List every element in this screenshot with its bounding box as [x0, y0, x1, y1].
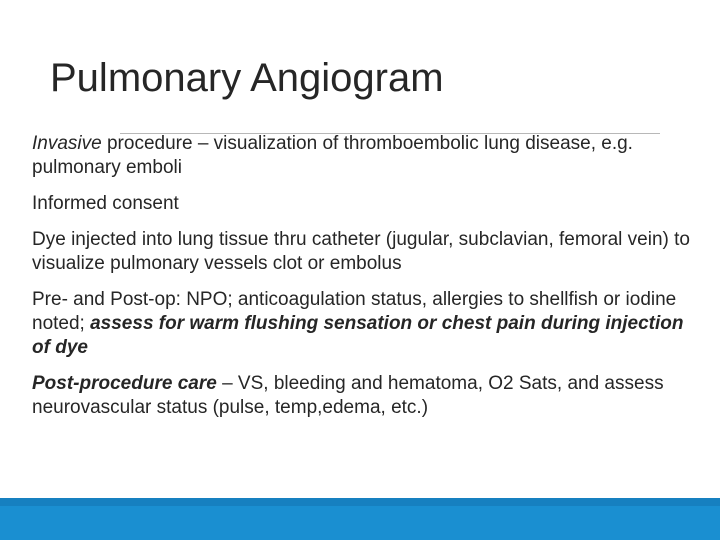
- preop-text: Pre- and Post-op: NPO; anticoagulation status, allergies to shellfish or iodine noted;: [32, 289, 677, 334]
- invasive-term: Invasive: [32, 133, 102, 154]
- footer-accent-bar: [0, 498, 720, 540]
- paragraph-invasive: [32, 132, 702, 180]
- postcare-term: Post-procedure care: [32, 373, 217, 394]
- slide-body: [32, 132, 702, 432]
- consent-text: Informed consent: [32, 193, 179, 214]
- paragraph-consent: [32, 192, 702, 216]
- postcare-text: – VS, bleeding and hematoma, O2 Sats, and assess neurovascular status (pulse, temp,edema, etc.): [32, 373, 664, 418]
- preop-emphasis: assess for warm flushing sensation or chest pain during injection of dye: [32, 313, 684, 358]
- dye-text: Dye injected into lung tissue thru catheter (jugular, subclavian, femoral vein) to visualize pulmonary vessels clot or embolus: [32, 229, 690, 274]
- invasive-text: procedure – visualization of thromboembolic lung disease, e.g. pulmonary emboli: [32, 133, 633, 178]
- paragraph-preop: [32, 288, 702, 360]
- slide-title: Pulmonary Angiogram: [50, 56, 444, 100]
- paragraph-postcare: [32, 372, 702, 420]
- footer-accent-band: [0, 498, 720, 506]
- paragraph-dye: [32, 228, 702, 276]
